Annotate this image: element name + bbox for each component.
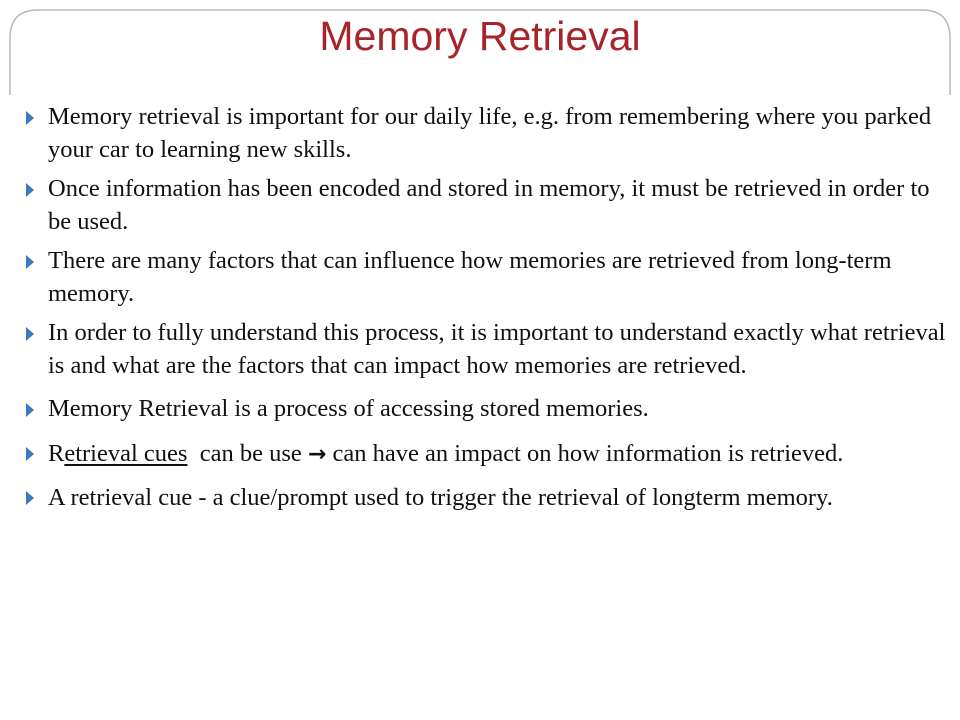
bullet-text: In order to fully understand this process, it is important to understand exactly what retrieval is and what are the factors that can impact how memories are retrieved. xyxy=(48,319,946,379)
bullet-text-prefix: R xyxy=(48,440,65,467)
bullet-item xyxy=(22,244,952,310)
triangle-right-icon xyxy=(26,255,34,269)
bullet-item xyxy=(22,435,952,473)
triangle-right-icon xyxy=(26,403,34,417)
bullet-item xyxy=(22,392,952,425)
bullet-item xyxy=(22,100,952,166)
bullet-text: A retrieval cue - a clue/prompt used to trigger the retrieval of longterm memory. xyxy=(48,484,833,511)
triangle-right-icon xyxy=(26,447,34,461)
bullet-text: Once information has been encoded and stored in memory, it must be retrieved in order to be used. xyxy=(48,175,930,235)
triangle-right-icon xyxy=(26,183,34,197)
bullet-text: Memory retrieval is important for our daily life, e.g. from remembering where you parked your car to learning new skills. xyxy=(48,103,932,163)
bullet-item xyxy=(22,479,952,516)
slide-title: Memory Retrieval xyxy=(319,13,641,59)
arrow-right-icon: → xyxy=(307,442,327,467)
triangle-right-icon xyxy=(26,491,34,505)
bullet-text: There are many factors that can influence how memories are retrieved from long-term memory. xyxy=(48,247,892,307)
bullet-item xyxy=(22,172,952,238)
triangle-right-icon xyxy=(26,111,34,125)
bullet-text: Memory Retrieval is a process of accessing stored memories. xyxy=(48,395,649,422)
bullet-text-middle: can be use xyxy=(187,440,308,467)
bullet-item xyxy=(22,316,952,382)
bullet-text-suffix: can have an impact on how information is retrieved. xyxy=(326,440,844,467)
triangle-right-icon xyxy=(26,327,34,341)
bullet-list xyxy=(22,100,952,516)
retrieval-cues-term: etrieval cues xyxy=(64,440,188,467)
